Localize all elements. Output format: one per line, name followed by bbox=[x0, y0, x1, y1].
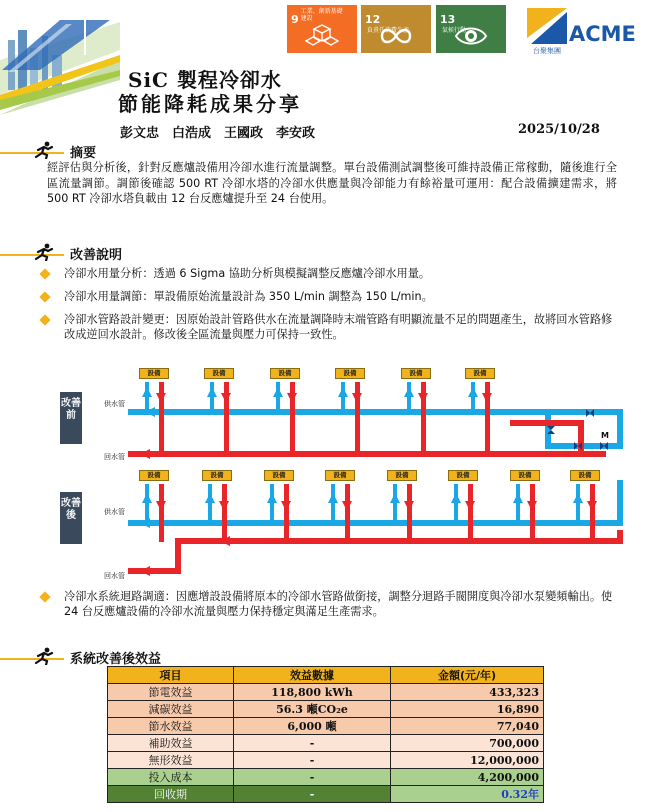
row-item: 節電效益 bbox=[108, 684, 234, 701]
device-box: 設備 bbox=[325, 470, 355, 481]
table-header-row bbox=[108, 667, 544, 684]
return-riser bbox=[468, 484, 473, 542]
supply-pipe-label: 供水管 bbox=[104, 508, 125, 516]
flow-arrow bbox=[482, 393, 492, 403]
return-pipe bbox=[128, 451, 606, 457]
flow-arrow bbox=[273, 387, 283, 397]
flow-arrow bbox=[418, 393, 428, 403]
authors: 彭文忠 白浩成 王國政 李安政 bbox=[120, 126, 316, 141]
row-data: - bbox=[234, 769, 391, 786]
flow-arrow bbox=[219, 501, 229, 511]
flow-arrow bbox=[342, 501, 352, 511]
return-pipe bbox=[175, 538, 623, 544]
return-riser bbox=[159, 382, 164, 452]
device-box: 設備 bbox=[335, 368, 365, 379]
return-riser bbox=[222, 484, 227, 542]
running-person-icon bbox=[32, 243, 56, 261]
flow-arrow bbox=[267, 493, 277, 503]
row-data: 56.3 噸CO₂e bbox=[234, 701, 391, 718]
return-riser bbox=[224, 382, 229, 452]
running-person-icon bbox=[32, 141, 56, 159]
flow-arrow bbox=[142, 387, 152, 397]
table-row bbox=[108, 752, 544, 769]
flow-arrow bbox=[404, 387, 414, 397]
improve-heading: 改善說明 bbox=[70, 248, 123, 263]
improve-bullet-3: 冷卻水管路設計變更：因原始設計管路供水在流量調降時末端管路有明顯流量不足的問題產生，故將回水管路修改成逆回水設計。修改後全區流量與壓力可保持一致性。 bbox=[64, 313, 613, 341]
flow-arrow bbox=[207, 387, 217, 397]
flow-arrow bbox=[142, 493, 152, 503]
improve-bullet-4: 冷卻水系統迴路調適：因應增設設備將原本的冷卻水管路做銜接，調整分迴路手閥開度與冷卻水泵變頻輸出。使 24 台反應爐設備的冷卻水流量與壓力保持穩定與滿足生產需求。 bbox=[64, 590, 613, 618]
title-sic: SiC bbox=[128, 68, 169, 92]
device-box: 設備 bbox=[204, 368, 234, 379]
summary-text: 經評估與分析後，針對反應爐設備用冷卻水進行流量調整。單台設備測試調整後可維持設備正常稼動，隨後進行全區流量調節。調節後確認 500 RT 冷卻水塔的冷卻水供應量與冷卻能力有餘裕量可運用：配合設備擴建需求，將 500 RT 冷卻水塔負載由 12 台反應爐提升至 24 台使用。 bbox=[47, 161, 617, 205]
flow-arrow bbox=[513, 493, 523, 503]
col-header-data: 效益數據 bbox=[234, 667, 391, 684]
bullet-marker bbox=[39, 291, 50, 302]
eye-globe-icon bbox=[454, 23, 488, 49]
col-header-item: 項目 bbox=[108, 667, 234, 684]
row-item: 補助效益 bbox=[108, 735, 234, 752]
results-table bbox=[107, 666, 544, 803]
flow-arrow bbox=[140, 449, 150, 459]
device-box: 設備 bbox=[270, 368, 300, 379]
flow-arrow bbox=[390, 493, 400, 503]
bullet-marker bbox=[39, 591, 50, 602]
return-riser bbox=[485, 382, 490, 452]
row-item: 投入成本 bbox=[108, 769, 234, 786]
svg-text:台聚集團: 台聚集團 bbox=[533, 47, 561, 55]
row-amount: 4,200,000 bbox=[391, 769, 544, 786]
table-row bbox=[108, 718, 544, 735]
return-pipe bbox=[510, 420, 584, 426]
return-riser bbox=[284, 484, 289, 542]
row-data: - bbox=[234, 752, 391, 769]
bullet-marker bbox=[39, 314, 50, 325]
supply-pipe-label: 供水管 bbox=[104, 400, 125, 408]
row-data: 6,000 噸 bbox=[234, 718, 391, 735]
flow-arrow bbox=[451, 493, 461, 503]
flow-arrow bbox=[587, 501, 597, 511]
supply-pipe bbox=[128, 520, 623, 526]
return-riser bbox=[345, 484, 350, 542]
improve-bullet-2: 冷卻水用量調節：單設備原始流量設計為 350 L/min 調整為 150 L/min。 bbox=[64, 290, 433, 303]
return-pipe bbox=[617, 530, 623, 544]
flow-arrow bbox=[468, 387, 478, 397]
device-box: 設備 bbox=[387, 470, 417, 481]
row-amount: 16,890 bbox=[391, 701, 544, 718]
device-box: 設備 bbox=[202, 470, 232, 481]
title-line-2: 節能降耗成果分享 bbox=[118, 92, 302, 116]
device-box: 設備 bbox=[465, 368, 495, 379]
supply-pipe bbox=[617, 480, 623, 526]
flow-arrow bbox=[328, 493, 338, 503]
summary-heading: 摘要 bbox=[70, 146, 97, 161]
row-data: - bbox=[234, 786, 391, 803]
col-header-amount: 金額(元/年) bbox=[391, 667, 544, 684]
improve-bullet-1: 冷卻水用量分析：透過 6 Sigma 協助分析與模擬調整反應爐冷卻水用量。 bbox=[64, 267, 431, 280]
flow-arrow bbox=[287, 393, 297, 403]
device-box: 設備 bbox=[448, 470, 478, 481]
svg-text:ACME: ACME bbox=[569, 22, 636, 46]
table-row bbox=[108, 735, 544, 752]
row-item: 回收期 bbox=[108, 786, 234, 803]
sdg-9-badge: 9工業、創新基礎建設 bbox=[287, 5, 357, 53]
flow-arrow bbox=[205, 493, 215, 503]
flow-arrow bbox=[352, 393, 362, 403]
flow-arrow bbox=[465, 501, 475, 511]
row-item: 節水效益 bbox=[108, 718, 234, 735]
after-label: 改善後 bbox=[60, 492, 82, 544]
return-riser bbox=[290, 382, 295, 452]
sdg-13-badge: 13氣候行動 bbox=[436, 5, 506, 53]
device-box: 設備 bbox=[139, 368, 169, 379]
acme-logo bbox=[527, 8, 639, 55]
pipe-diagram-after bbox=[0, 468, 647, 580]
return-riser bbox=[355, 382, 360, 452]
row-data: 118,800 kWh bbox=[234, 684, 391, 701]
row-amount: 433,323 bbox=[391, 684, 544, 701]
title-line-1-rest: 製程冷卻水 bbox=[168, 68, 282, 92]
device-box: 設備 bbox=[510, 470, 540, 481]
report-date: 2025/10/28 bbox=[518, 122, 600, 137]
device-box: 設備 bbox=[264, 470, 294, 481]
flow-arrow bbox=[156, 393, 166, 403]
cubes-icon bbox=[305, 23, 339, 49]
table-row bbox=[108, 684, 544, 701]
device-box: 設備 bbox=[570, 470, 600, 481]
return-riser bbox=[590, 484, 595, 542]
results-heading: 系統改善後效益 bbox=[70, 652, 162, 667]
bullet-marker bbox=[39, 268, 50, 279]
table-row bbox=[108, 786, 544, 803]
return-riser bbox=[421, 382, 426, 452]
before-label: 改善前 bbox=[60, 392, 82, 444]
running-person-icon bbox=[32, 647, 56, 665]
pipe-diagram-before bbox=[0, 370, 647, 465]
return-riser bbox=[530, 484, 535, 542]
green-energy-banner bbox=[0, 0, 120, 115]
device-box: 設備 bbox=[139, 470, 169, 481]
row-amount: 0.32年 bbox=[391, 786, 544, 803]
row-amount: 77,040 bbox=[391, 718, 544, 735]
flow-arrow bbox=[338, 387, 348, 397]
row-amount: 700,000 bbox=[391, 735, 544, 752]
infinity-icon bbox=[379, 23, 413, 49]
row-amount: 12,000,000 bbox=[391, 752, 544, 769]
device-box: 設備 bbox=[401, 368, 431, 379]
flow-arrow bbox=[404, 501, 414, 511]
table-row bbox=[108, 769, 544, 786]
flow-arrow bbox=[527, 501, 537, 511]
row-item: 無形效益 bbox=[108, 752, 234, 769]
flow-arrow bbox=[573, 493, 583, 503]
row-data: - bbox=[234, 735, 391, 752]
row-item: 減碳效益 bbox=[108, 701, 234, 718]
flow-arrow bbox=[221, 393, 231, 403]
motor-label: M bbox=[601, 431, 609, 440]
flow-arrow bbox=[140, 566, 150, 576]
return-riser bbox=[407, 484, 412, 542]
return-pipe-label: 回水管 bbox=[104, 572, 125, 580]
return-riser bbox=[159, 484, 164, 542]
table-row bbox=[108, 701, 544, 718]
return-pipe-label: 回水管 bbox=[104, 453, 125, 461]
sdg-12-badge: 12負責任消費生產 bbox=[361, 5, 431, 53]
flow-arrow bbox=[281, 501, 291, 511]
flow-arrow bbox=[156, 501, 166, 511]
return-pipe bbox=[128, 568, 181, 574]
